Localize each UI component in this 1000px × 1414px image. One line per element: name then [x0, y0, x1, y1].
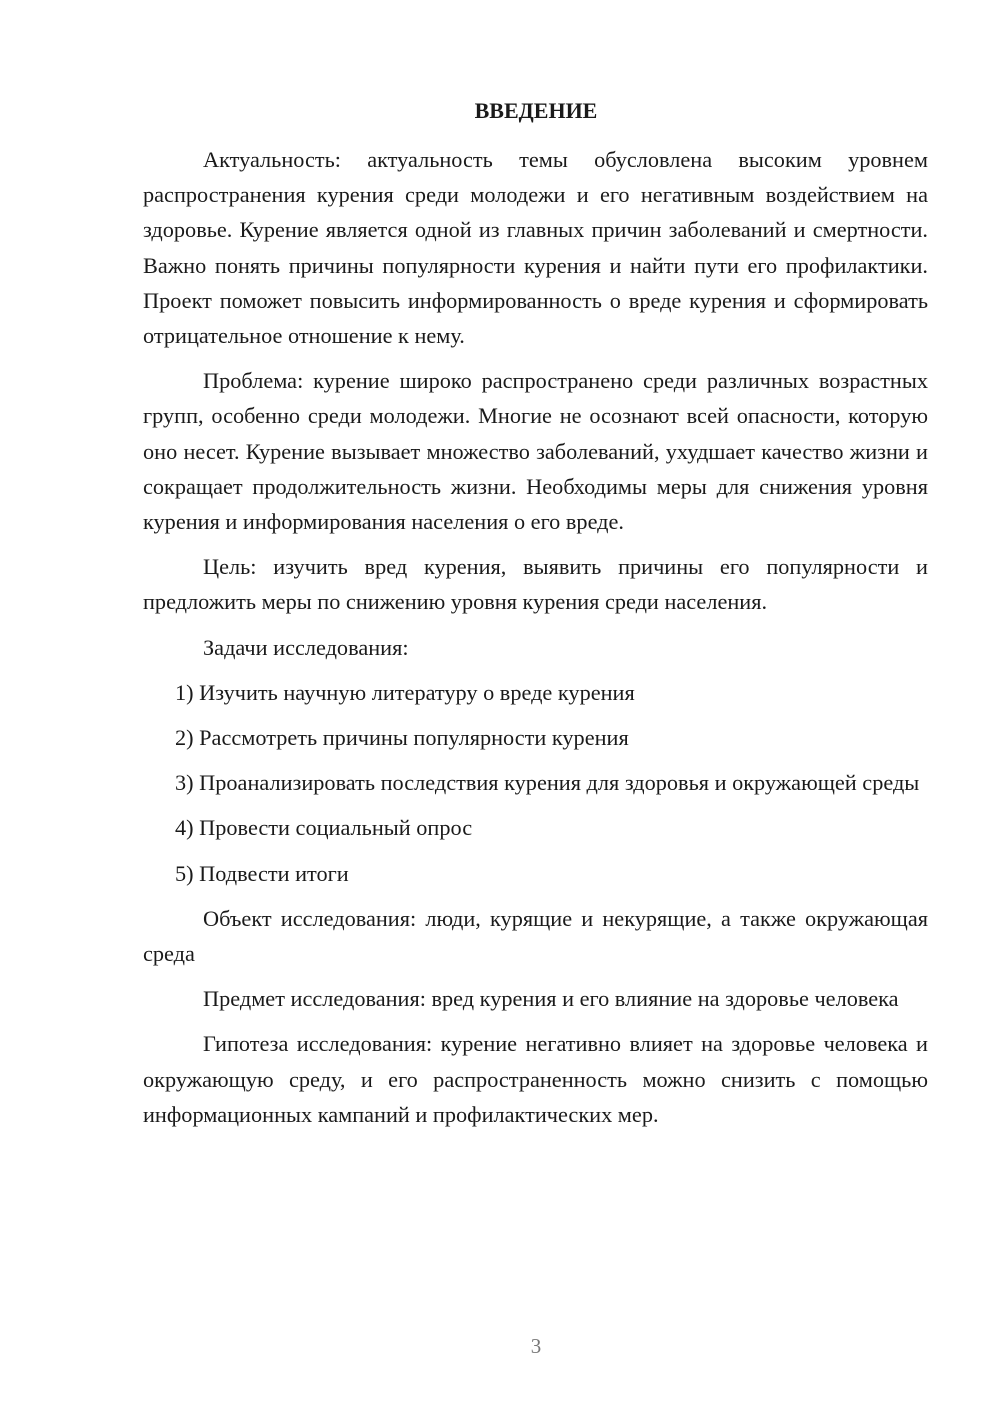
- paragraph-object: Объект исследования: люди, курящие и некурящие, а также окружающая среда: [143, 905, 928, 967]
- paragraph-goal: Цель: изучить вред курения, выявить причины его популярности и предложить меры по снижению уровня курения среди населения.: [143, 554, 928, 615]
- paragraph-hypothesis: Гипотеза исследования: курение негативно влияет на здоровье человека и окружающую среду, и его распространенность можно снизить с помощью информационных кампаний и профилактических мер.: [143, 1031, 928, 1127]
- task-item-2: 2) Рассмотреть причины популярности курения: [175, 725, 629, 751]
- task-item-4: 4) Провести социальный опрос: [175, 815, 473, 841]
- paragraph-subject: Предмет исследования: вред курения и его влияние на здоровье человека: [203, 986, 899, 1012]
- page-title: ВВЕДЕНИЕ: [474, 98, 598, 123]
- task-item-5: 5) Подвести итоги: [175, 860, 349, 886]
- page-number: 3: [530, 1334, 542, 1358]
- paragraph-problem: Проблема: курение широко распространено среди различных возрастных групп, особенно среди молодежи. Многие не осознают всей опасности, которую оно несет. Курение вызывает множество заболеваний, ухудшает качество жизни и сокращает продолжительность жизни. Необходимы меры для снижения уровня курения и информирования населения о его вреде.: [143, 368, 928, 535]
- task-item-3: 3) Проанализировать последствия курения для здоровья и окружающей среды: [175, 770, 920, 796]
- document-body: [143, 142, 928, 1142]
- paragraph-relevance: Актуальность: актуальность темы обусловлена высоким уровнем распространения курения среди молодежи и его негативным воздействием на здоровье. Курение является одной из главных причин заболеваний и смертности. Важно понять причины популярности курения и найти пути его профилактики. Проект поможет повысить информированность о вреде курения и сформировать отрицательное отношение к нему.: [143, 147, 928, 349]
- task-item-1: 1) Изучить научную литературу о вреде курения: [175, 679, 635, 705]
- tasks-title: Задачи исследования:: [203, 634, 409, 660]
